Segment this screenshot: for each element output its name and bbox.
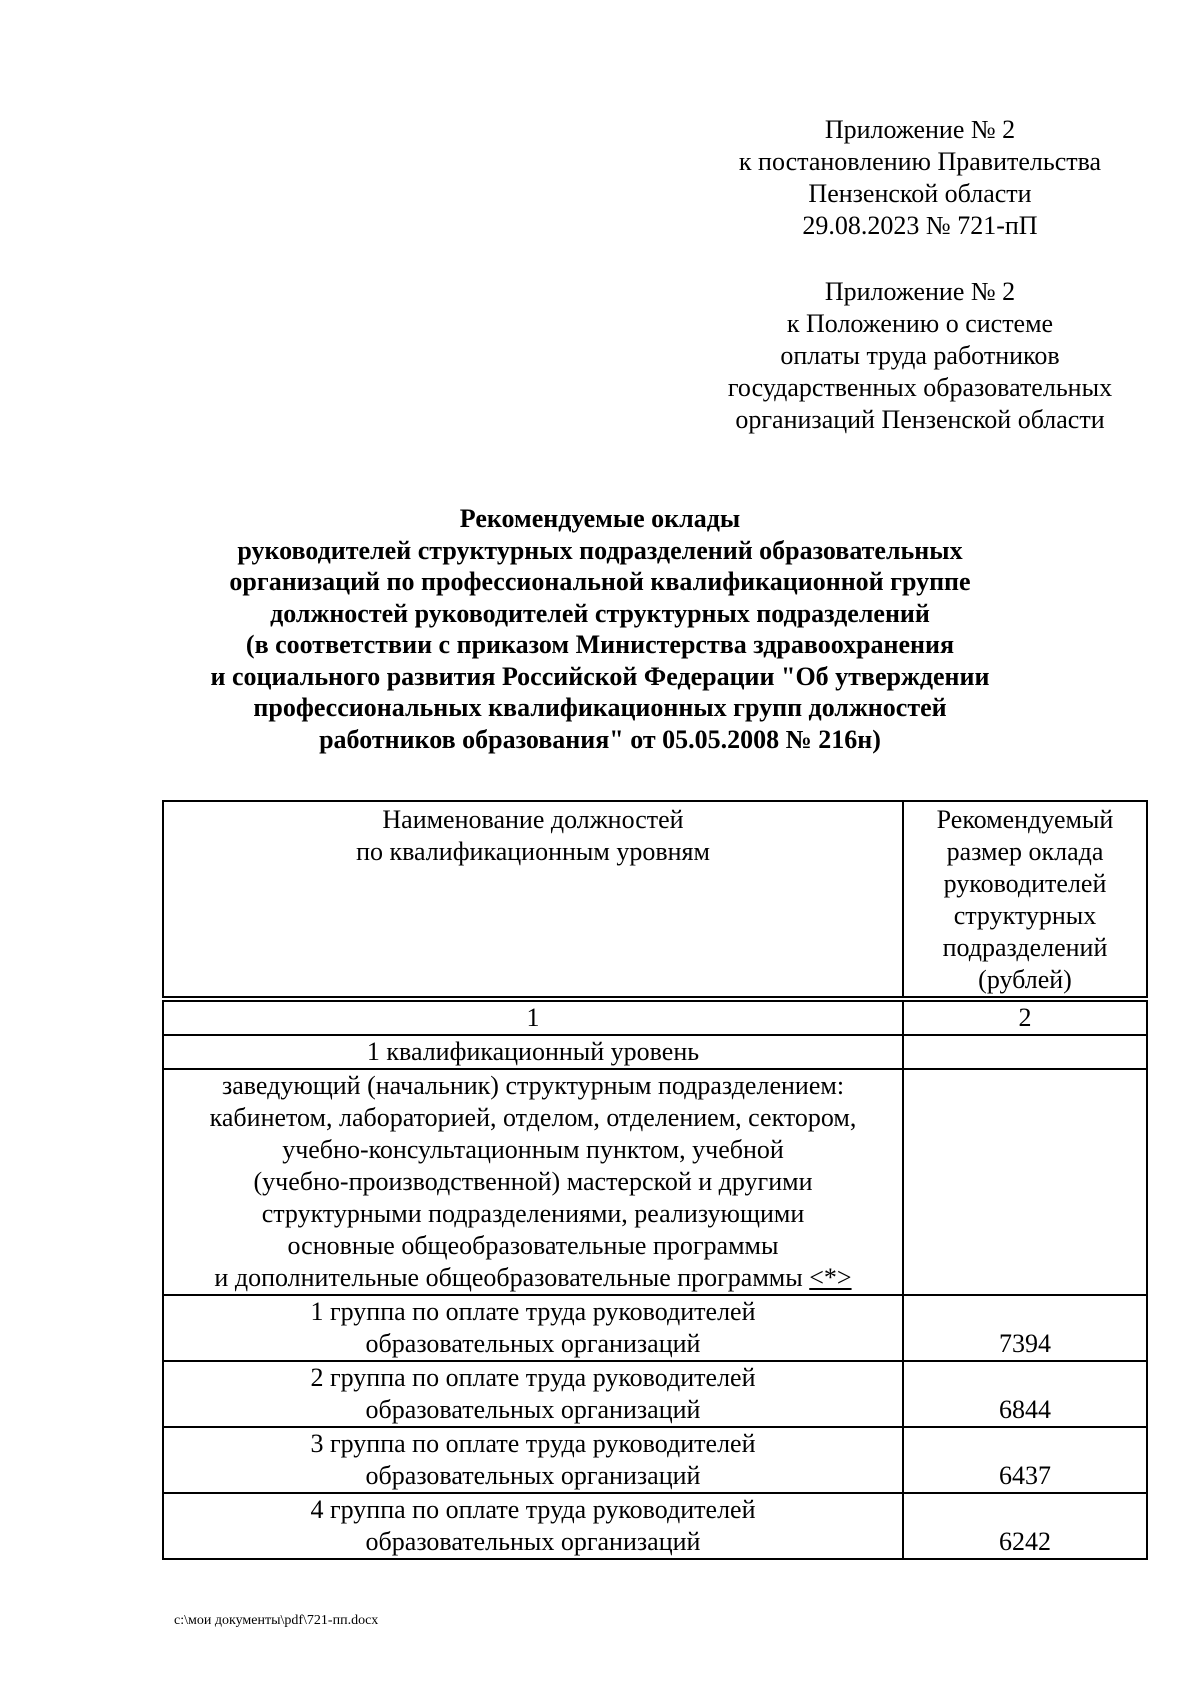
salary-value: 7394 xyxy=(903,1295,1147,1361)
salary-table-header xyxy=(162,800,1148,998)
description-line: основные общеобразовательные программы xyxy=(287,1231,779,1260)
salary-value: 6242 xyxy=(903,1493,1147,1559)
group-name-cell xyxy=(163,1493,903,1559)
table-row xyxy=(163,1295,1147,1361)
position-description-row xyxy=(163,1069,1147,1295)
table-row xyxy=(163,1493,1147,1559)
group-line: образовательных организаций xyxy=(365,1329,701,1358)
salary-value: 6844 xyxy=(903,1361,1147,1427)
title-line: работников образования" от 05.05.2008 № 216н) xyxy=(319,724,881,754)
description-line: кабинетом, лабораторией, отделом, отделением, сектором, xyxy=(209,1103,857,1132)
group-line: 4 группа по оплате труда руководителей xyxy=(310,1495,756,1524)
group-name-cell xyxy=(163,1427,903,1493)
column-number-2: 2 xyxy=(903,1001,1147,1035)
title-line: руководителей структурных подразделений образовательных xyxy=(237,535,963,565)
footer-file-path: c:\мои документы\pdf\721-пп.docx xyxy=(174,1613,379,1628)
document-title xyxy=(140,503,1060,755)
appendix-line: государственных образовательных xyxy=(727,373,1113,402)
title-line: должностей руководителей структурных подразделений xyxy=(270,598,930,628)
group-line: 1 группа по оплате труда руководителей xyxy=(310,1297,756,1326)
title-line: организаций по профессиональной квалификационной группе xyxy=(229,567,971,596)
title-line: (в соответствии с приказом Министерства здравоохранения xyxy=(245,630,955,659)
group-line: образовательных организаций xyxy=(365,1395,701,1424)
title-line: Рекомендуемые оклады xyxy=(459,504,741,533)
group-line: 2 группа по оплате труда руководителей xyxy=(310,1363,756,1392)
appendix-block-resolution xyxy=(700,114,1140,242)
description-line: структурными подразделениями, реализующими xyxy=(261,1199,805,1228)
appendix-line: Приложение № 2 xyxy=(824,277,1016,306)
title-line: и социального развития Российской Федерации "Об утверждении xyxy=(210,661,990,691)
header-line: (рублей) xyxy=(978,965,1072,994)
group-name-cell xyxy=(163,1361,903,1427)
level-heading-row xyxy=(163,1035,1147,1069)
header-line: структурных xyxy=(953,901,1097,930)
description-line-last xyxy=(168,1262,898,1294)
position-description xyxy=(163,1069,903,1295)
footnote-link[interactable]: <*> xyxy=(809,1263,852,1292)
description-line: (учебно-производственной) мастерской и другими xyxy=(253,1167,813,1196)
table-header-row xyxy=(163,801,1147,997)
appendix-line: 29.08.2023 № 721-пП xyxy=(802,211,1038,240)
appendix-line: к постановлению Правительства xyxy=(738,147,1102,176)
appendix-block-regulation xyxy=(700,276,1140,436)
empty-cell xyxy=(903,1069,1147,1295)
group-name-cell xyxy=(163,1295,903,1361)
header-line: подразделений xyxy=(942,933,1108,962)
group-line: 3 группа по оплате труда руководителей xyxy=(310,1429,756,1458)
appendix-line: Приложение № 2 xyxy=(824,115,1016,144)
description-line: заведующий (начальник) структурным подразделением: xyxy=(221,1071,845,1100)
header-cell-position xyxy=(163,801,903,997)
salary-value: 6437 xyxy=(903,1427,1147,1493)
appendix-line: Пензенской области xyxy=(808,179,1032,208)
appendix-line: к Положению о системе xyxy=(786,309,1054,338)
table-row xyxy=(163,1427,1147,1493)
table-row xyxy=(163,1361,1147,1427)
salary-table-body xyxy=(162,1000,1148,1560)
empty-cell xyxy=(903,1035,1147,1069)
level-heading: 1 квалификационный уровень xyxy=(163,1035,903,1069)
header-line: руководителей xyxy=(943,869,1107,898)
description-line: и дополнительные общеобразовательные программы xyxy=(214,1263,803,1292)
column-number-row xyxy=(163,1001,1147,1035)
header-line: размер оклада xyxy=(946,837,1104,866)
group-line: образовательных организаций xyxy=(365,1527,701,1556)
title-line: профессиональных квалификационных групп должностей xyxy=(253,693,947,722)
appendix-line: организаций Пензенской области xyxy=(735,405,1105,434)
appendix-line: оплаты труда работников xyxy=(780,341,1060,370)
description-line: учебно-консультационным пунктом, учебной xyxy=(282,1135,784,1164)
header-line: Наименование должностей xyxy=(382,805,684,834)
header-line: Рекомендуемый xyxy=(936,805,1114,834)
group-line: образовательных организаций xyxy=(365,1461,701,1490)
column-number-1: 1 xyxy=(163,1001,903,1035)
header-cell-salary xyxy=(903,801,1147,997)
header-line: по квалификационным уровням xyxy=(356,837,710,866)
